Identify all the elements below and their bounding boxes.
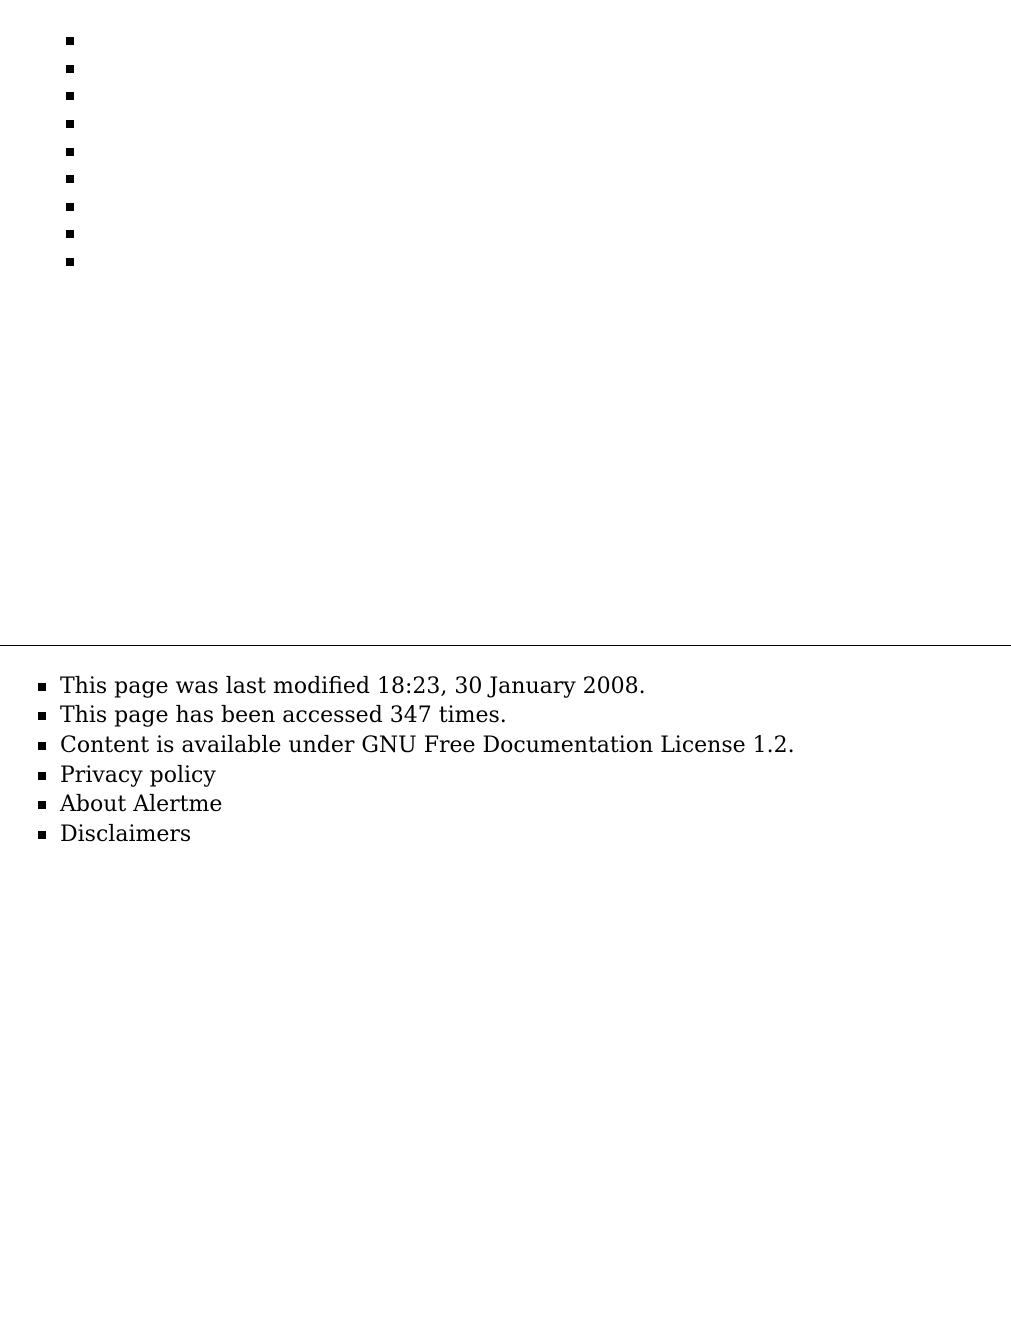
list-bullet (38, 772, 46, 780)
disclaimers-link[interactable]: Disclaimers (60, 822, 192, 847)
list-bullet (66, 175, 74, 183)
list-bullet (66, 230, 74, 238)
list-bullet (66, 148, 74, 156)
list-bullet (38, 831, 46, 839)
footer-item-disclaimers (38, 821, 998, 849)
last-modified-text: This page was last modified 18:23, 30 January 2008. (60, 674, 646, 699)
privacy-policy-link[interactable]: Privacy policy (60, 763, 216, 788)
footer-item-privacy (38, 762, 998, 790)
list-bullet (38, 683, 46, 691)
footer-item-last-modified (38, 673, 998, 701)
list-bullet (66, 120, 74, 128)
list-bullet (66, 92, 74, 100)
list-bullet (38, 712, 46, 720)
list-bullet (38, 742, 46, 750)
footer-item-access-count (38, 702, 998, 730)
license-text: Content is available under GNU Free Documentation License 1.2. (60, 733, 795, 758)
footer-item-about (38, 791, 998, 819)
access-count-text: This page has been accessed 347 times. (60, 703, 507, 728)
about-link[interactable]: About Alertme (60, 792, 223, 817)
list-bullet (66, 203, 74, 211)
footer-item-license (38, 732, 998, 760)
list-bullet (38, 801, 46, 809)
list-bullet (66, 258, 74, 266)
footer-divider (0, 645, 1011, 646)
list-bullet (66, 37, 74, 45)
list-bullet (66, 65, 74, 73)
